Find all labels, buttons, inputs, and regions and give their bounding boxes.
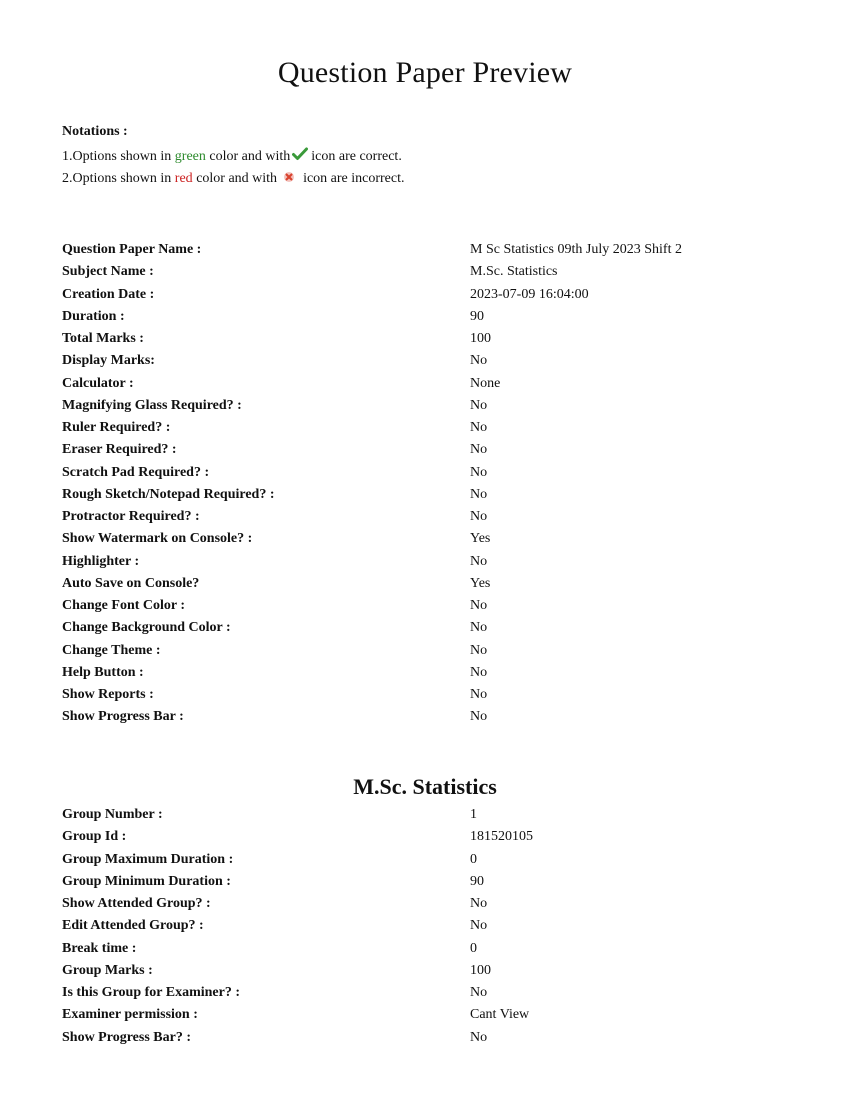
- field-value: 0: [470, 851, 477, 867]
- field-label: Show Progress Bar :: [62, 709, 184, 725]
- field-value: No: [470, 642, 488, 658]
- field-label: Group Id :: [62, 829, 127, 845]
- notation-line-incorrect: [62, 168, 405, 190]
- cross-icon: [283, 169, 295, 181]
- paper-info-row: [62, 239, 782, 261]
- group-info-row: [62, 871, 782, 893]
- field-label: Change Theme :: [62, 642, 161, 658]
- field-label: Highlighter :: [62, 553, 140, 569]
- paper-info-row: [62, 373, 782, 395]
- notation-line-correct: [62, 146, 405, 168]
- field-label: Ruler Required? :: [62, 420, 171, 435]
- paper-info-row: [62, 595, 782, 617]
- notation-middle: color and with: [196, 171, 278, 186]
- field-value: No: [470, 464, 488, 480]
- group-info-row: [62, 915, 782, 937]
- field-value: No: [470, 620, 488, 636]
- field-value: No: [470, 896, 488, 911]
- field-value: 90: [470, 873, 484, 889]
- field-label: Eraser Required? :: [62, 442, 177, 458]
- paper-info-row: [62, 528, 782, 550]
- notation-suffix: icon are correct.: [311, 149, 402, 164]
- field-label: Group Number :: [62, 807, 163, 822]
- field-label: Change Font Color :: [62, 598, 186, 613]
- field-value: No: [470, 553, 488, 569]
- field-label: Show Attended Group? :: [62, 896, 211, 911]
- field-value: None: [470, 375, 501, 391]
- paper-info-row: [62, 306, 782, 328]
- paper-info-row: [62, 284, 782, 306]
- group-info-row: [62, 1004, 782, 1026]
- group-info-row: [62, 893, 782, 915]
- field-label: Show Watermark on Console? :: [62, 531, 253, 547]
- field-label: Group Minimum Duration :: [62, 873, 231, 889]
- notations-heading: Notations :: [62, 124, 128, 139]
- field-label: Duration :: [62, 308, 125, 324]
- field-label: Scratch Pad Required? :: [62, 464, 210, 480]
- paper-info-row: [62, 706, 782, 728]
- field-label: Display Marks:: [62, 353, 155, 369]
- paper-info-row: [62, 662, 782, 684]
- paper-info-table: [62, 239, 782, 729]
- field-value: No: [470, 918, 488, 934]
- group-info-row: [62, 826, 782, 848]
- paper-info-row: [62, 350, 782, 372]
- field-label: Help Button :: [62, 664, 144, 680]
- field-label: Auto Save on Console?: [62, 575, 200, 591]
- notation-suffix: icon are incorrect.: [303, 171, 405, 186]
- field-value: No: [470, 486, 488, 502]
- field-label: Creation Date :: [62, 286, 155, 302]
- paper-info-row: [62, 261, 782, 283]
- group-info-row: [62, 804, 782, 826]
- field-value: 100: [470, 962, 491, 978]
- notation-middle: color and with: [209, 149, 291, 164]
- paper-info-row: [62, 617, 782, 639]
- section-title: M.Sc. Statistics: [353, 774, 497, 799]
- paper-info-row: [62, 684, 782, 706]
- field-value: No: [470, 1029, 488, 1045]
- field-value: M Sc Statistics 09th July 2023 Shift 2: [470, 242, 682, 257]
- notation-color-word-red: red: [174, 171, 193, 186]
- paper-info-row: [62, 484, 782, 506]
- field-label: Group Maximum Duration :: [62, 851, 234, 867]
- field-value: No: [470, 985, 488, 1000]
- paper-info-row: [62, 395, 782, 417]
- field-label: Show Progress Bar? :: [62, 1029, 191, 1045]
- field-value: No: [470, 709, 488, 725]
- group-info-row: [62, 960, 782, 982]
- field-value: No: [470, 420, 488, 435]
- notation-color-word-green: green: [174, 149, 206, 164]
- notation-prefix: 1.Options shown in: [62, 149, 172, 164]
- field-label: Is this Group for Examiner? :: [62, 985, 240, 1000]
- field-value: No: [470, 598, 488, 613]
- field-value: Yes: [470, 575, 491, 591]
- field-value: 0: [470, 940, 477, 956]
- check-icon: [292, 147, 308, 161]
- group-info-row: [62, 982, 782, 1004]
- field-label: Break time :: [62, 940, 137, 956]
- field-label: Edit Attended Group? :: [62, 918, 204, 934]
- paper-info-row: [62, 462, 782, 484]
- paper-info-row: [62, 439, 782, 461]
- field-value: No: [470, 353, 488, 369]
- group-info-table: [62, 804, 782, 1049]
- field-value: No: [470, 664, 488, 680]
- group-info-row: [62, 938, 782, 960]
- field-value: No: [470, 442, 488, 458]
- notation-prefix: 2.Options shown in: [62, 171, 172, 186]
- field-value: 100: [470, 331, 491, 346]
- field-value: No: [470, 397, 488, 413]
- field-value: Yes: [470, 531, 491, 547]
- field-value: 1: [470, 807, 477, 822]
- notations-block: [62, 121, 405, 190]
- paper-info-row: [62, 640, 782, 662]
- field-label: Change Background Color :: [62, 620, 231, 636]
- field-label: Subject Name :: [62, 264, 154, 280]
- page-title: Question Paper Preview: [277, 56, 573, 89]
- field-label: Examiner permission :: [62, 1007, 198, 1023]
- field-label: Question Paper Name :: [62, 242, 202, 257]
- field-value: M.Sc. Statistics: [470, 264, 558, 280]
- field-label: Calculator :: [62, 375, 134, 391]
- paper-info-row: [62, 551, 782, 573]
- field-label: Magnifying Glass Required? :: [62, 397, 242, 413]
- paper-info-row: [62, 506, 782, 528]
- field-label: Show Reports :: [62, 687, 154, 702]
- paper-info-row: [62, 573, 782, 595]
- group-info-row: [62, 849, 782, 871]
- field-value: Cant View: [470, 1007, 530, 1023]
- field-label: Protractor Required? :: [62, 509, 200, 524]
- field-value: 2023-07-09 16:04:00: [470, 286, 589, 302]
- group-info-row: [62, 1027, 782, 1049]
- field-value: 181520105: [470, 829, 533, 845]
- field-label: Total Marks :: [62, 331, 144, 346]
- field-value: No: [470, 687, 488, 702]
- field-label: Group Marks :: [62, 962, 153, 978]
- field-value: No: [470, 509, 488, 524]
- paper-info-row: [62, 328, 782, 350]
- paper-info-row: [62, 417, 782, 439]
- field-label: Rough Sketch/Notepad Required? :: [62, 486, 275, 502]
- field-value: 90: [470, 308, 484, 324]
